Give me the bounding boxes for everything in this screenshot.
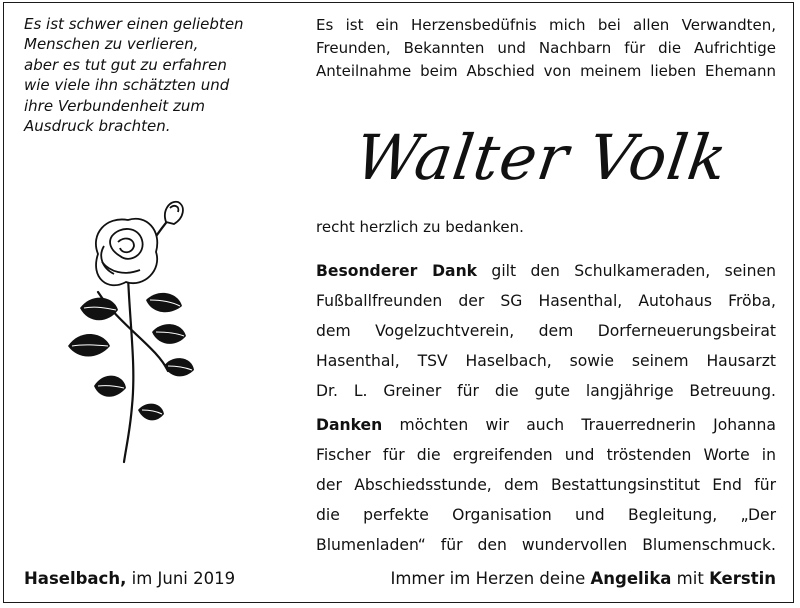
paragraph-line: Fischer für die ergreifenden und tröstenden Worte in [316, 446, 776, 464]
paragraph-line: dem Vogelzuchtverein, dem Dorferneuerungsbeirat [316, 322, 776, 340]
paragraph-line: die perfekte Organisation und Begleitung, „Der [316, 506, 776, 524]
paragraph-line: gilt den Schulkameraden, seinen [477, 262, 776, 280]
special-thanks-paragraph [316, 256, 776, 406]
paragraph-line: Blumenladen“ für den wundervollen Blumenschmuck. [316, 536, 776, 554]
deceased-name: Walter Volk [350, 121, 733, 194]
quote-line: Menschen zu verlieren, [24, 35, 199, 54]
quote-line: wie viele ihn schätzten und [24, 76, 230, 95]
intro-line: Anteilnahme beim Abschied von meinem lieben Ehemann [316, 62, 776, 80]
intro-line: Es ist ein Herzensbedüfnis mich bei allen Verwandten, [316, 16, 776, 34]
paragraph-line: Hasenthal, TSV Haselbach, sowie seinem Hausarzt [316, 352, 776, 370]
paragraph-lead: Besonderer Dank [316, 262, 478, 280]
quote-line: Es ist schwer einen geliebten [24, 15, 244, 33]
connector-text: mit [671, 569, 710, 588]
paragraph-line: Fußballfreunden der SG Hasenthal, Autohaus Fröba, [316, 292, 776, 310]
paragraph-line: möchten wir auch Trauerrednerin Johanna [382, 416, 776, 434]
place: Haselbach, [24, 569, 127, 588]
paragraph-lead: Danken [316, 416, 383, 434]
closing-text: Immer im Herzen deine [390, 569, 591, 588]
mourner-name: Kerstin [709, 569, 776, 588]
paragraph-line: der Abschiedsstunde, dem Bestattungsinstitut End für [316, 476, 776, 494]
memorial-quote [24, 14, 264, 136]
intro-line: Freunden, Bekannten und Nachbarn für die Aufrichtige [316, 39, 776, 57]
thanks-line: recht herzlich zu bedanken. [316, 218, 524, 236]
date: im Juni 2019 [126, 569, 236, 588]
quote-line: Ausdruck brachten. [24, 117, 171, 136]
paragraph-line: Dr. L. Greiner für die gute langjährige Betreuung. [316, 382, 776, 400]
signature-line [390, 568, 776, 590]
further-thanks-paragraph [316, 410, 776, 560]
quote-line: ihre Verbundenheit zum [24, 96, 205, 115]
quote-line: aber es tut gut zu erfahren [24, 55, 227, 74]
rose-illustration [58, 196, 208, 464]
mourner-name: Angelika [590, 569, 672, 588]
intro-text [316, 14, 776, 83]
place-and-date [24, 568, 235, 590]
